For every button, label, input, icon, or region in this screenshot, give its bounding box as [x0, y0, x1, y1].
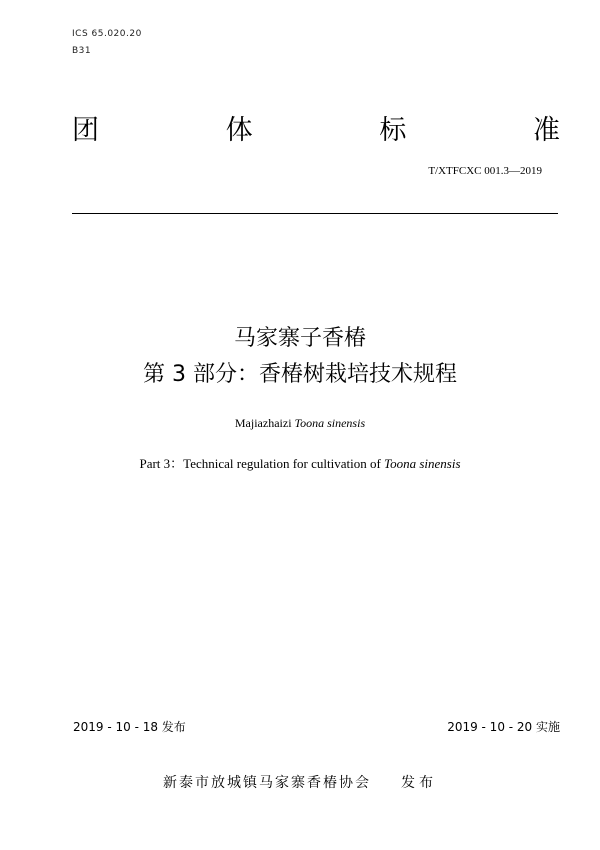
- issuer-name: 新泰市放城镇马家寨香椿协会: [163, 775, 371, 791]
- issuer-action: 发布: [401, 775, 437, 791]
- standard-number: T/XTFCXC 001.3—2019: [428, 165, 542, 177]
- standard-type-char: 准: [532, 115, 560, 146]
- effective-date: 2019 - 10 - 20 实施: [447, 720, 560, 734]
- standard-type-char: 体: [225, 115, 253, 146]
- standard-type-char: 团: [72, 115, 99, 146]
- title-en-line2-text: Part 3：Technical regulation for cultivation of: [139, 456, 385, 471]
- title-en-line1: [0, 416, 600, 431]
- title-en-line1-text: Majiazhaizi: [234, 416, 295, 430]
- title-en-line2-species: Toona sinensis: [384, 456, 461, 471]
- standard-type-heading: [72, 116, 560, 146]
- issuer-line: [0, 772, 600, 792]
- standard-type-char: 标: [379, 115, 407, 146]
- title-zh-line2: 第 3 部分：香椿树栽培技术规程: [143, 362, 457, 387]
- ics-code: ICS 65.020.20: [72, 29, 142, 39]
- title-zh-line1: 马家寨子香椿: [233, 326, 366, 351]
- header-divider: [72, 213, 558, 214]
- ccs-code: B31: [72, 46, 92, 56]
- publish-date: 2019 - 10 - 18 发布: [73, 720, 186, 734]
- title-en-line2: [0, 453, 600, 472]
- title-en-line1-species: Toona sinensis: [294, 416, 366, 430]
